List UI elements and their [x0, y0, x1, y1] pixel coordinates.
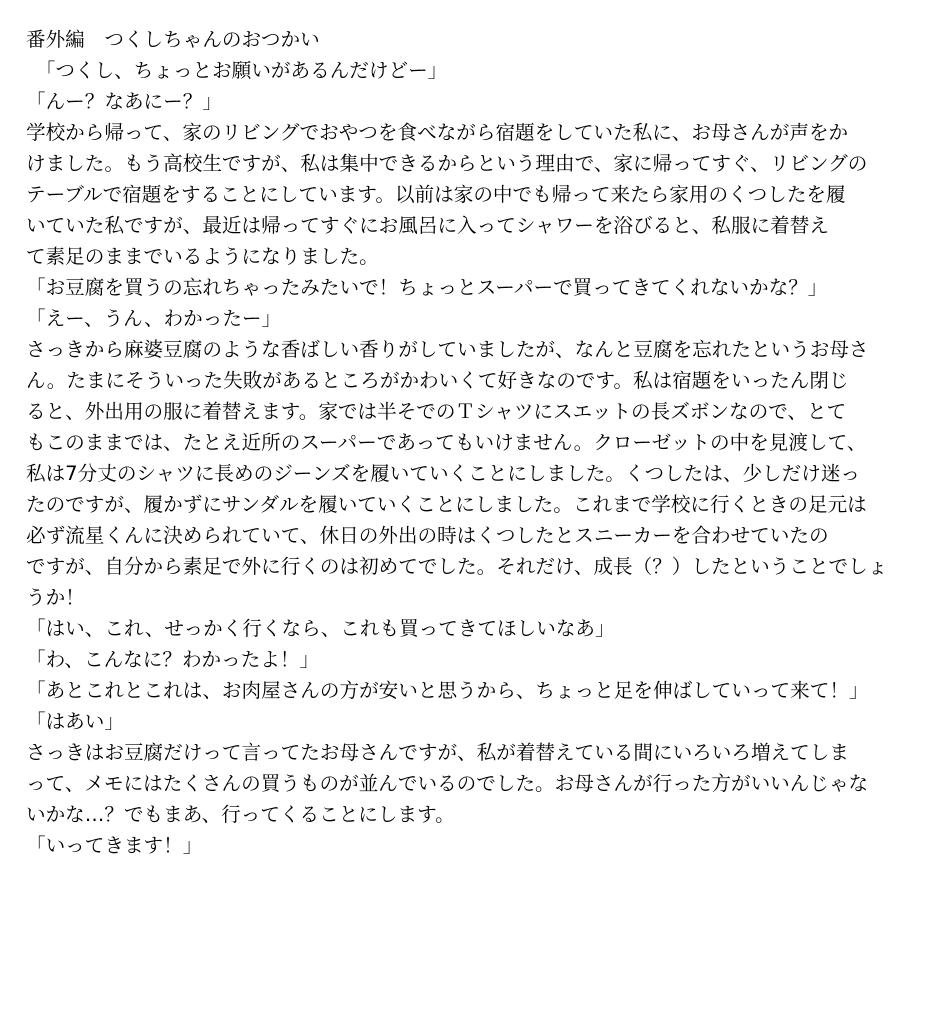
document-title: 番外編 つくしちゃんのおつかい — [26, 28, 320, 51]
text-line: ると、外出用の服に着替えます。家では半そでのＴシャツにスエットの長ズボンなので、とて — [26, 400, 847, 423]
text-line: けました。もう高校生ですが、私は集中できるからという理由で、家に帰ってすぐ、リビングの — [26, 152, 868, 175]
text-line: さっきから麻婆豆腐のような香ばしい香りがしていましたが、なんと豆腐を忘れたというお母さ — [26, 338, 869, 361]
text-line: 「はあい」 — [26, 710, 124, 733]
text-line: て素足のままでいるようになりました。 — [26, 245, 379, 268]
text-line: 「つくし、ちょっとお願いがあるんだけどー」 — [26, 59, 448, 82]
text-line: 「あとこれとこれは、お肉屋さんの方が安いと思うから、ちょっと足を伸ばしていって来て！」 — [26, 679, 869, 702]
text-line: 学校から帰って、家のリビングでおやつを食べながら宿題をしていた私に、お母さんが声をか — [26, 121, 849, 144]
text-line: ん。たまにそういった失敗があるところがかわいくて好きなのです。私は宿題をいったん閉じ — [26, 369, 849, 392]
text-line: テーブルで宿題をすることにしています。以前は家の中でも帰って来たら家用のくつしたを履 — [26, 183, 846, 206]
text-line: 必ず流星くんに決められていて、休日の外出の時はくつしたとスニーカーを合わせていたの — [26, 524, 829, 547]
text-line: って、メモにはたくさんの買うものが並んでいるのでした。お母さんが行った方がいいんじゃな — [26, 772, 869, 795]
text-line: ですが、自分から素足で外に行くのは初めてでした。それだけ、成長（？）したということでしょ — [26, 555, 888, 578]
text-line: いかな…？でもまあ、行ってくることにします。 — [26, 803, 455, 826]
text-line: 「はい、これ、せっかく行くなら、これも買ってきてほしいなあ」 — [26, 617, 615, 640]
text-line: 「えー、うん、わかったー」 — [26, 307, 282, 330]
text-line: さっきはお豆腐だけって言ってたお母さんですが、私が着替えている間にいろいろ増えてしま — [26, 741, 849, 764]
text-line: うか！ — [26, 586, 85, 609]
text-line: もこのままでは、たとえ近所のスーパーであってもいけません。クローゼットの中を見渡して、 — [26, 431, 867, 454]
document-body — [26, 24, 906, 861]
text-line: 私は7分丈のシャツに長めのジーンズを履いていくことにしました。くつしたは、少しだけ迷っ — [26, 462, 861, 485]
text-line: 「んー？なあにー？」 — [26, 90, 222, 113]
text-line: 「お豆腐を買うの忘れちゃったみたいで！ちょっとスーパーで買ってきてくれないかな？」 — [26, 276, 828, 299]
text-line: いていた私ですが、最近は帰ってすぐにお風呂に入ってシャワーを浴びると、私服に着替え — [26, 214, 829, 237]
text-line: 「わ、こんなに？わかったよ！」 — [26, 648, 320, 671]
text-line: たのですが、履かずにサンダルを履いていくことにしました。これまで学校に行くときの足元は — [26, 493, 867, 516]
text-line: 「いってきます！」 — [26, 834, 203, 857]
